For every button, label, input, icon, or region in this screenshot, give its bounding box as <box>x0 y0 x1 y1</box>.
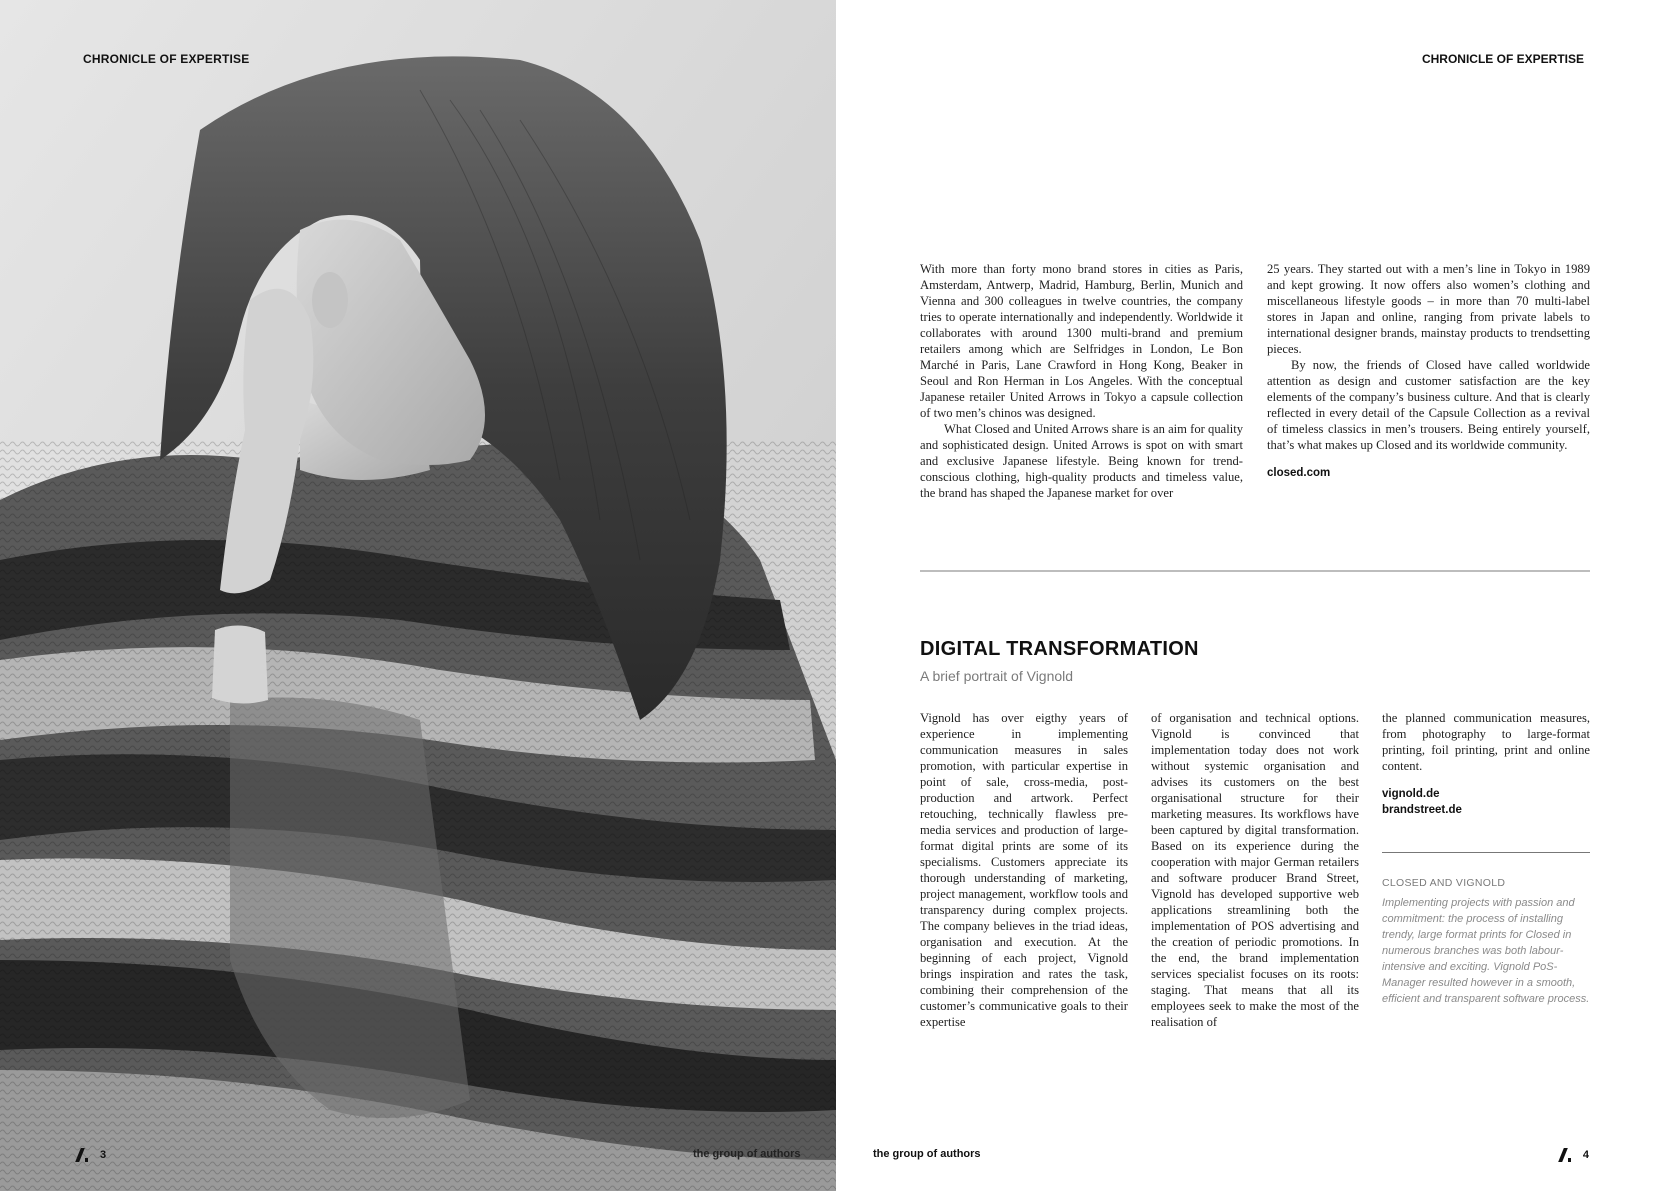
brand-mark-icon <box>1559 1148 1573 1162</box>
sidebar-heading: CLOSED AND VIGNOLD <box>1382 877 1506 889</box>
page-number-left: 3 <box>100 1149 107 1161</box>
running-head-left: CHRONICLE OF EXPERTISE <box>83 52 250 66</box>
link-list <box>1382 786 1590 818</box>
intro-column-2 <box>1267 261 1590 501</box>
article-column-3 <box>1382 710 1590 1030</box>
folio-left <box>76 1148 106 1162</box>
intro-col1-para2: What Closed and United Arrows share is an aim for quality and sophisticated design. United Arrows is spot on with smart and exclusive Japanese lifestyle. Being known for trend-conscious clothing, high-quality products and timeless value, the brand has shaped the Japanese market for over <box>920 422 1243 500</box>
intro-col2-para1: 25 years. They started out with a men’s line in Tokyo in 1989 and kept growing. It now offers also women’s clothing and miscellaneous lifestyle goods – in more than 70 multi-label stores in Japan and online, ranging from private labels to international designer brands, mainstay products to trendsetting pieces. <box>1267 262 1590 356</box>
intro-column-1 <box>920 261 1243 501</box>
article-column-2: of organisation and technical options. Vignold is convinced that implementation today does not work without systemic organisation and advises its customers on the best organisational structure for their marketing measures. Its workflows have been captured by digital transformation. Based on its experience during the cooperation with major German retailers and software producer Brand Street, Vignold has developed supportive web applications streamlining both the implementation of POS advertising and the creation of periodic promotions. In the end, the brand implementation services specialist focuses on its roots: staging. That means that all its employees seek to make the most of the realisation of <box>1151 711 1359 1029</box>
closed-link[interactable]: closed.com <box>1267 467 1331 479</box>
sidebar-divider <box>1382 852 1590 853</box>
brand-mark-icon <box>76 1148 90 1162</box>
brandstreet-link[interactable]: brandstreet.de <box>1382 804 1462 816</box>
intro-col1-para1: With more than forty mono brand stores in cities as Paris, Amsterdam, Antwerp, Madrid, Hamburg, Berlin, Munich and Vienna and 300 colleagues in twelve countries, the company tries to operate internationally and independently. Worldwide it collaborates with around 1300 multi-brand and premium retailers among which are Selfridges in London, Le Bon Marché in Paris, Lane Crawford in Hong Kong, Beaker in Seoul and Ron Herman in Los Angeles. With the conceptual Japanese retailer United Arrows in Tokyo a capsule collection of two men’s chinos was designed. <box>920 262 1243 420</box>
article-column-1: Vignold has over eigthy years of experience in implementing communication measures in sales promotion, with particular expertise in point of sale, cross-media, post-production and artwork. Perfect retouching, technically flawless pre-media services and production of large-format digital prints are some of its specialisms. Customers appreciate its thorough understanding of marketing, project management, workflow tools and transparency during complex projects. The company believes in the triad ideas, organisation and execution. At the beginning of each project, Vignold brings inspiration and rates the task, combining their comprehension of the customer’s communicative goals to their expertise <box>920 711 1128 1029</box>
section-title: DIGITAL TRANSFORMATION <box>920 638 1199 660</box>
article-column-3-text: the planned communication measures, from photography to large-format printing, foil printing, print and online content. <box>1382 711 1590 773</box>
sidebar-caption: Implementing projects with passion and commitment: the process of installing trendy, large format prints for Closed in numerous branches was both labour-intensive and exciting. Vignold PoS-Manager resulted however in a smooth, efficient and transparent software process. <box>1382 897 1590 1005</box>
page-number-right: 4 <box>1582 1149 1589 1161</box>
folio-right <box>1559 1148 1589 1162</box>
section-subtitle: A brief portrait of Vignold <box>920 668 1074 684</box>
footer-right: the group of authors <box>873 1148 981 1160</box>
intro-col2-para2: By now, the friends of Closed have called worldwide attention as design and customer satisfaction are the key elements of the company’s business culture. And that is clearly reflected in every detail of the Capsule Collection as a revival of timeless classics in men’s trousers. Being entirely yourself, that’s what makes up Closed and its worldwide community. <box>1267 358 1590 452</box>
vignold-link[interactable]: vignold.de <box>1382 788 1440 800</box>
footer-left: the group of authors <box>693 1148 801 1160</box>
intro-columns <box>920 261 1590 501</box>
article-columns <box>920 710 1590 1030</box>
section-divider <box>920 570 1590 572</box>
running-head-right: CHRONICLE OF EXPERTISE <box>1421 52 1584 66</box>
